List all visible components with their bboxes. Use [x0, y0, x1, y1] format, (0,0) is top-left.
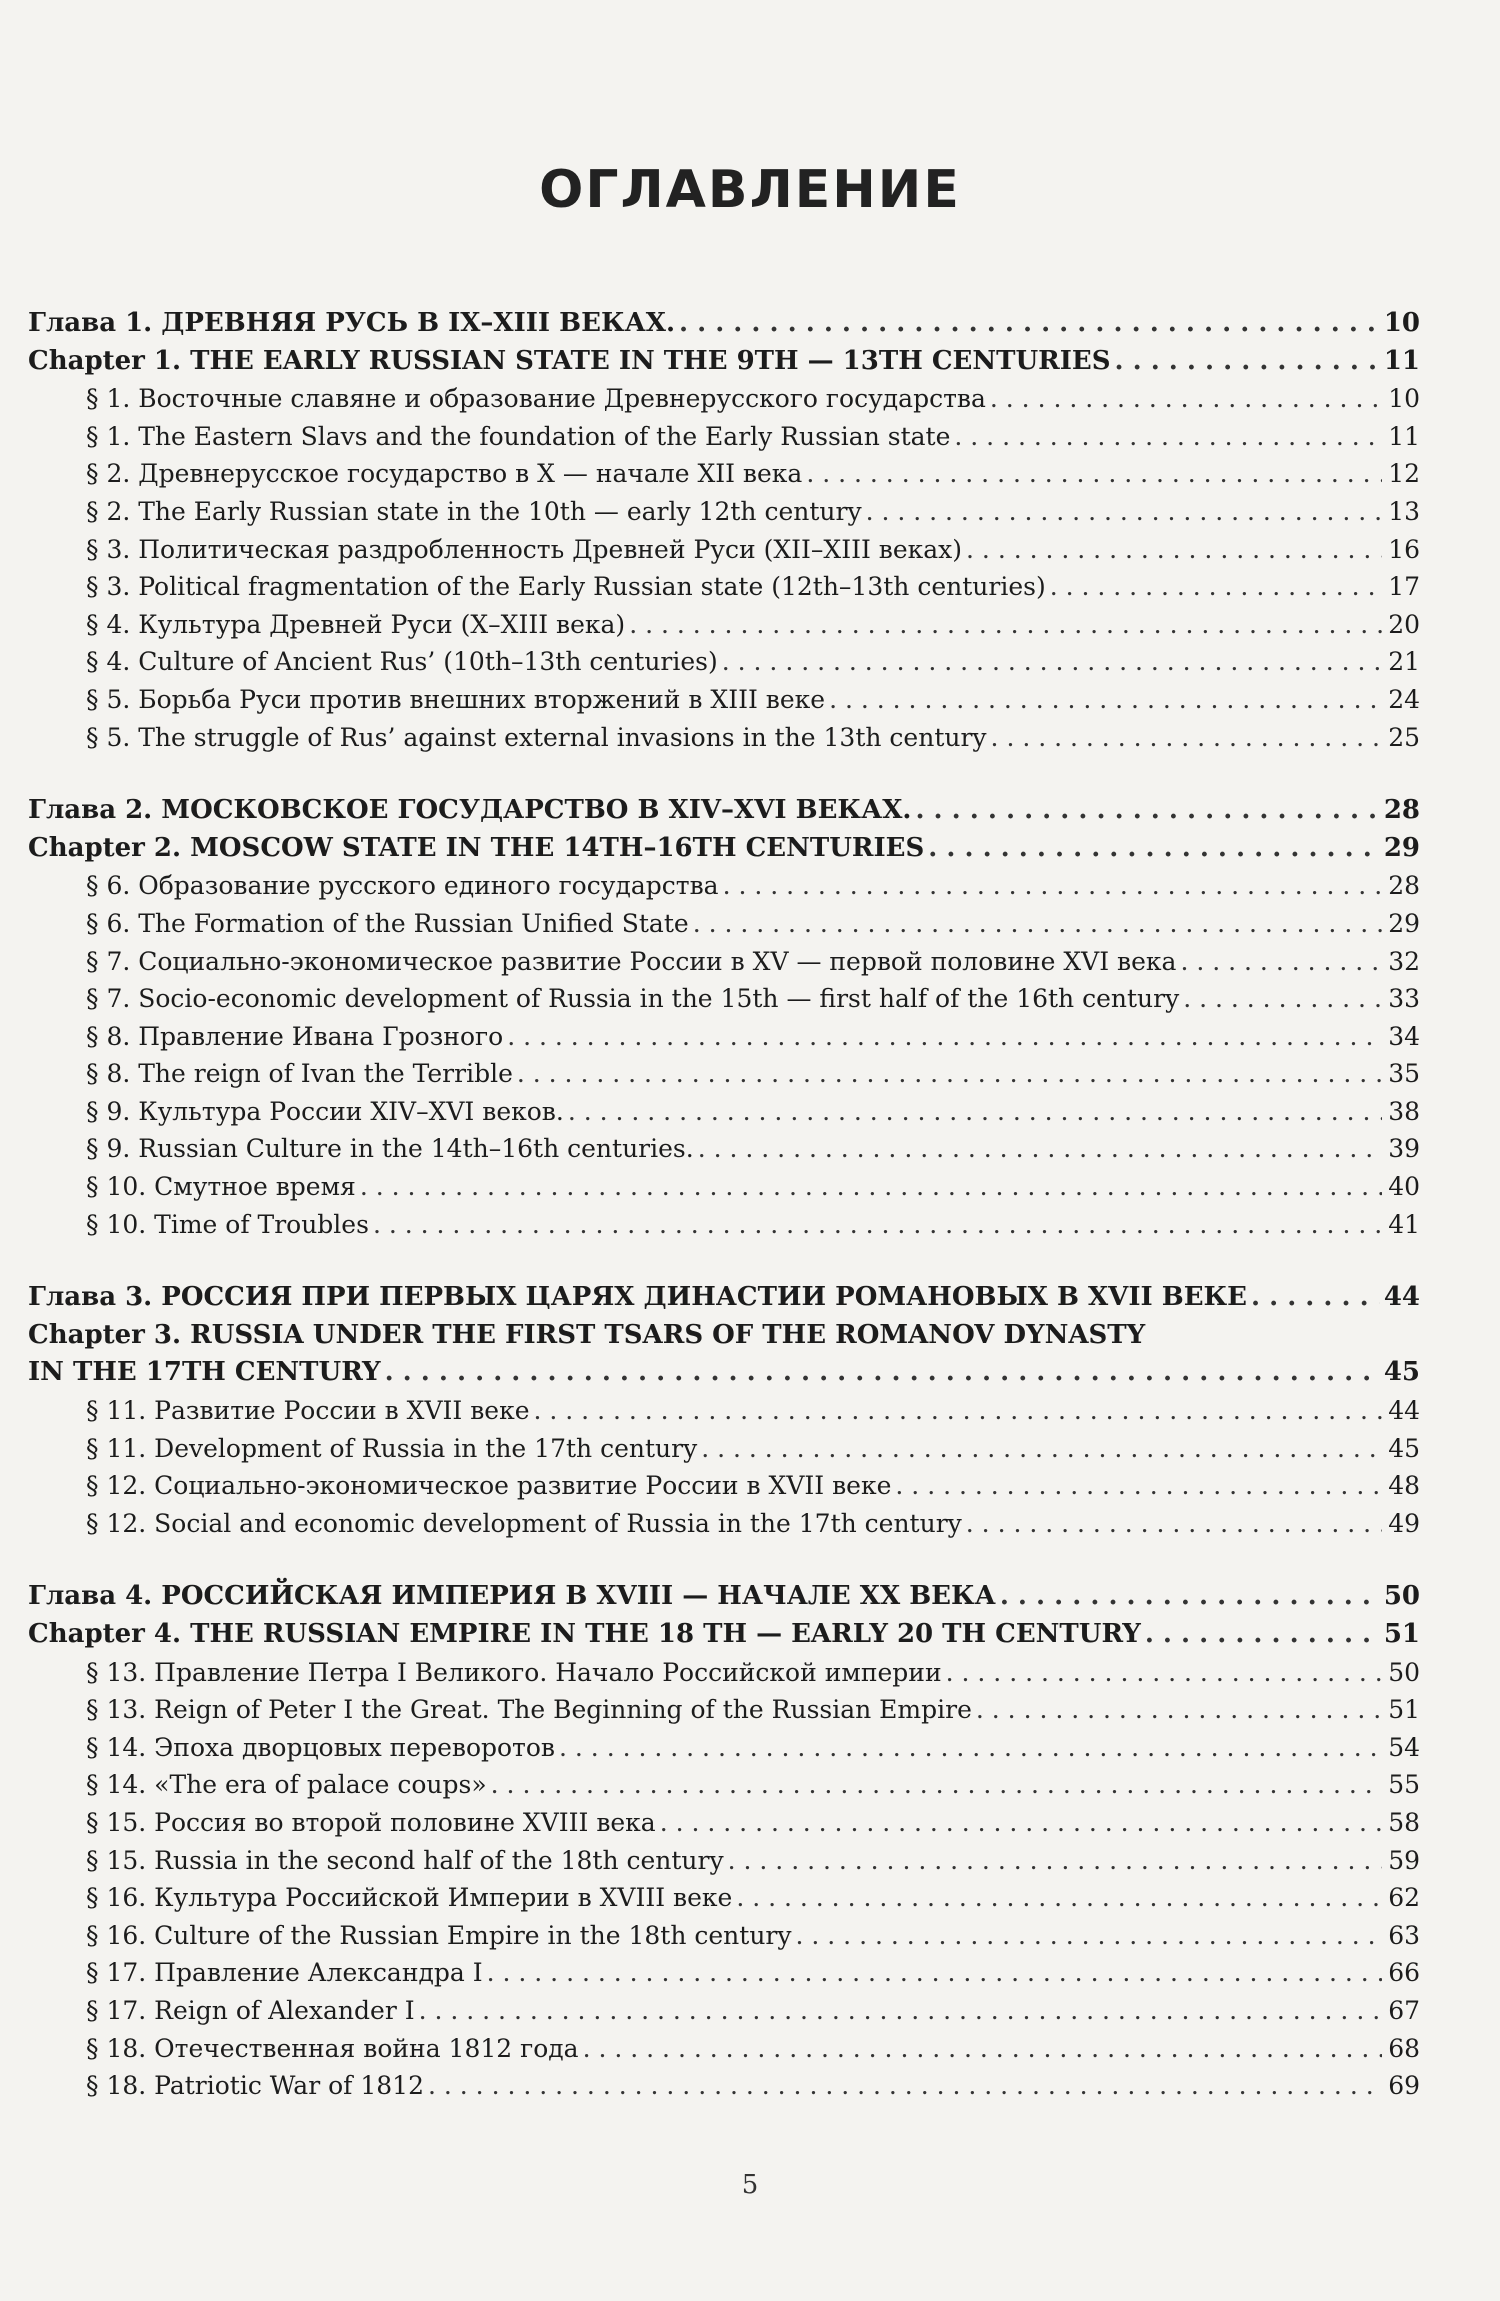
- toc-chapter-entry[interactable]: [28, 1616, 1420, 1654]
- dot-leader: [1115, 343, 1380, 381]
- toc-section-entry[interactable]: [28, 1954, 1420, 1992]
- entry-page-number: 24: [1388, 684, 1420, 714]
- entry-page-number: 11: [1383, 345, 1420, 376]
- entry-page-number: 29: [1383, 832, 1420, 863]
- entry-label: § 12. Social and economic development of Russia in the 17th century: [86, 1508, 962, 1538]
- entry-label: § 17. Правление Александра I: [86, 1958, 483, 1988]
- entry-label: § 13. Reign of Peter I the Great. The Beginning of the Russian Empire: [86, 1695, 972, 1725]
- dot-leader: [954, 418, 1382, 456]
- entry-label: § 15. Россия во второй половине XVIII века: [86, 1807, 656, 1837]
- entry-page-number: 67: [1388, 1995, 1420, 2025]
- entry-label: Глава 3. РОССИЯ ПРИ ПЕРВЫХ ЦАРЯХ ДИНАСТИИ РОМАНОВЫХ В XVII ВЕКЕ: [28, 1282, 1247, 1313]
- entry-label: § 13. Правление Петра I Великого. Начало Российской империи: [86, 1657, 942, 1687]
- entry-page-number: 25: [1388, 722, 1420, 752]
- entry-label: § 9. Russian Culture in the 14th–16th centuries.: [86, 1134, 694, 1164]
- entry-label: Глава 2. МОСКОВСКОЕ ГОСУДАРСТВО В XIV–XVI ВЕКАХ.: [28, 795, 912, 826]
- entry-page-number: 41: [1388, 1209, 1420, 1239]
- dot-leader: [679, 305, 1380, 343]
- chapter-block: [28, 792, 1420, 1243]
- toc-section-entry[interactable]: [28, 943, 1420, 981]
- toc-section-entry[interactable]: [28, 380, 1420, 418]
- entry-label: § 11. Развитие России в XVII веке: [86, 1396, 530, 1426]
- entry-label: § 8. The reign of Ivan the Terrible: [86, 1059, 513, 1089]
- toc-section-entry[interactable]: [28, 606, 1420, 644]
- entry-page-number: 21: [1388, 647, 1420, 677]
- dot-leader: [1180, 943, 1382, 981]
- entry-label: § 11. Development of Russia in the 17th century: [86, 1433, 698, 1463]
- toc-section-entry[interactable]: [28, 2067, 1420, 2105]
- entry-label: § 17. Reign of Alexander I: [86, 1995, 415, 2025]
- toc-section-entry[interactable]: [28, 980, 1420, 1018]
- toc-section-entry[interactable]: [28, 455, 1420, 493]
- dot-leader: [487, 1954, 1382, 1992]
- entry-label: Chapter 1. THE EARLY RUSSIAN STATE IN THE 9TH — 13TH CENTURIES: [28, 345, 1111, 376]
- toc-section-entry[interactable]: [28, 2030, 1420, 2068]
- entry-page-number: 40: [1388, 1172, 1420, 1202]
- entry-page-number: 10: [1383, 308, 1420, 338]
- entry-page-number: 66: [1388, 1958, 1420, 1988]
- dot-leader: [583, 2030, 1382, 2068]
- dot-leader: [990, 380, 1382, 418]
- toc-section-entry[interactable]: [28, 531, 1420, 569]
- entry-label: § 16. Culture of the Russian Empire in the 18th century: [86, 1920, 792, 1950]
- toc-section-entry[interactable]: [28, 1018, 1420, 1056]
- dot-leader: [568, 1093, 1382, 1131]
- toc-chapter-entry[interactable]: [28, 343, 1420, 381]
- entry-label: § 3. Political fragmentation of the Early Russian state (12th–13th centuries): [86, 572, 1046, 602]
- toc-chapter-entry[interactable]: [28, 1354, 1420, 1392]
- chapter-block: [28, 305, 1420, 756]
- dot-leader: [660, 1804, 1382, 1842]
- entry-page-number: 45: [1388, 1433, 1420, 1463]
- entry-label: § 10. Смутное время: [86, 1172, 356, 1202]
- entry-label: § 3. Политическая раздробленность Древней Руси (XII–XIII веках): [86, 534, 963, 564]
- dot-leader: [736, 1879, 1382, 1917]
- dot-leader: [360, 1168, 1382, 1206]
- dot-leader: [428, 2067, 1382, 2105]
- entry-label: § 4. Culture of Ancient Rus’ (10th–13th centuries): [86, 647, 718, 677]
- dot-leader: [966, 531, 1382, 569]
- dot-leader: [991, 719, 1382, 757]
- entry-label: § 7. Socio-economic development of Russia in the 15th — first half of the 16th century: [86, 984, 1180, 1014]
- dot-leader: [517, 1055, 1382, 1093]
- dot-leader: [728, 1842, 1382, 1880]
- entry-label: § 10. Time of Troubles: [86, 1209, 369, 1239]
- entry-page-number: 58: [1388, 1807, 1420, 1837]
- dot-leader: [915, 792, 1379, 830]
- toc-section-entry[interactable]: [28, 568, 1420, 606]
- entry-page-number: 51: [1383, 1619, 1420, 1649]
- dot-leader: [491, 1766, 1382, 1804]
- entry-label: § 1. Восточные славяне и образование Древнерусского государства: [86, 384, 986, 414]
- entry-page-number: 17: [1388, 572, 1420, 602]
- entry-page-number: 45: [1383, 1357, 1420, 1388]
- entry-label: § 2. Древнерусское государство в X — начале XII века: [86, 459, 803, 489]
- dot-leader: [701, 1430, 1382, 1468]
- toc-chapter-entry[interactable]: [28, 305, 1420, 343]
- page-title: ОГЛАВЛЕНИЕ: [539, 160, 961, 220]
- entry-label: § 5. Борьба Руси против внешних вторжений в XIII веке: [86, 684, 826, 714]
- dot-leader: [829, 681, 1382, 719]
- toc-section-entry[interactable]: [28, 493, 1420, 531]
- entry-label: § 15. Russia in the second half of the 18th century: [86, 1845, 724, 1875]
- toc-section-entry[interactable]: [28, 867, 1420, 905]
- toc-section-entry[interactable]: [28, 1392, 1420, 1430]
- toc-chapter-entry[interactable]: [28, 792, 1420, 830]
- entry-label: Chapter 3. RUSSIA UNDER THE FIRST TSARS OF THE ROMANOV DYNASTY: [28, 1319, 1146, 1350]
- entry-page-number: 50: [1388, 1657, 1420, 1687]
- dot-leader: [946, 1654, 1382, 1692]
- dot-leader: [1251, 1279, 1380, 1317]
- dot-leader: [976, 1691, 1382, 1729]
- dot-leader: [806, 455, 1382, 493]
- entry-label: § 6. Образование русского единого государства: [86, 871, 719, 901]
- entry-page-number: 38: [1388, 1096, 1420, 1126]
- entry-page-number: 28: [1388, 871, 1420, 901]
- dot-leader: [559, 1729, 1382, 1767]
- toc-section-entry[interactable]: [28, 1691, 1420, 1729]
- entry-label: § 4. Культура Древней Руси (X–XIII века): [86, 609, 626, 639]
- entry-label: § 5. The struggle of Rus’ against external invasions in the 13th century: [86, 722, 987, 752]
- entry-page-number: 13: [1388, 496, 1420, 526]
- entry-label: Глава 1. ДРЕВНЯЯ РУСЬ В IX–XIII ВЕКАХ.: [28, 308, 675, 338]
- toc-chapter-entry[interactable]: [28, 830, 1420, 868]
- table-of-contents: [28, 305, 1420, 2141]
- toc-section-entry[interactable]: [28, 1206, 1420, 1244]
- toc-chapter-entry[interactable]: [28, 1578, 1420, 1616]
- dot-leader: [693, 905, 1382, 943]
- entry-page-number: 28: [1383, 795, 1420, 826]
- entry-page-number: 63: [1388, 1920, 1420, 1950]
- dot-leader: [373, 1206, 1382, 1244]
- dot-leader: [895, 1467, 1382, 1505]
- entry-page-number: 49: [1388, 1508, 1420, 1538]
- entry-label: Глава 4. РОССИЙСКАЯ ИМПЕРИЯ В XVIII — НАЧАЛЕ XX ВЕКА: [28, 1581, 996, 1612]
- toc-section-entry[interactable]: [28, 418, 1420, 456]
- toc-section-entry[interactable]: [28, 719, 1420, 757]
- entry-label: § 7. Социально-экономическое развитие России в XV — первой половине XVI века: [86, 946, 1177, 976]
- entry-label: Chapter 4. THE RUSSIAN EMPIRE IN THE 18 TH — EARLY 20 TH CENTURY: [28, 1619, 1141, 1649]
- entry-page-number: 34: [1388, 1021, 1420, 1051]
- dot-leader: [966, 1505, 1382, 1543]
- entry-page-number: 11: [1388, 421, 1420, 451]
- entry-page-number: 55: [1388, 1770, 1420, 1800]
- toc-chapter-entry[interactable]: [28, 1317, 1420, 1355]
- dot-leader: [1000, 1578, 1380, 1616]
- entry-label: § 12. Социально-экономическое развитие России в XVII веке: [86, 1471, 892, 1501]
- dot-leader: [385, 1354, 1380, 1392]
- toc-section-entry[interactable]: [28, 1879, 1420, 1917]
- dot-leader: [796, 1917, 1383, 1955]
- entry-page-number: 32: [1388, 946, 1420, 976]
- entry-label: § 18. Patriotic War of 1812: [86, 2071, 424, 2101]
- entry-page-number: 51: [1388, 1695, 1420, 1725]
- entry-page-number: 50: [1383, 1581, 1420, 1612]
- entry-page-number: 12: [1388, 459, 1420, 489]
- dot-leader: [534, 1392, 1383, 1430]
- toc-section-entry[interactable]: [28, 1842, 1420, 1880]
- toc-section-entry[interactable]: [28, 1055, 1420, 1093]
- toc-section-entry[interactable]: [28, 681, 1420, 719]
- dot-leader: [1145, 1616, 1380, 1654]
- entry-label: § 14. Эпоха дворцовых переворотов: [86, 1732, 556, 1762]
- toc-section-entry[interactable]: [28, 1093, 1420, 1131]
- entry-page-number: 33: [1388, 984, 1420, 1014]
- dot-leader: [722, 643, 1382, 681]
- entry-label: Chapter 2. MOSCOW STATE IN THE 14TH–16TH CENTURIES: [28, 832, 925, 863]
- dot-leader: [419, 1992, 1382, 2030]
- entry-page-number: 59: [1388, 1845, 1420, 1875]
- toc-section-entry[interactable]: [28, 1917, 1420, 1955]
- toc-section-entry[interactable]: [28, 905, 1420, 943]
- dot-leader: [723, 867, 1382, 905]
- toc-section-entry[interactable]: [28, 1992, 1420, 2030]
- toc-section-entry[interactable]: [28, 643, 1420, 681]
- entry-label: § 9. Культура России XIV–XVI веков.: [86, 1096, 564, 1126]
- entry-page-number: 44: [1388, 1396, 1420, 1426]
- dot-leader: [698, 1130, 1382, 1168]
- dot-leader: [507, 1018, 1382, 1056]
- entry-page-number: 20: [1388, 609, 1420, 639]
- chapter-block: [28, 1578, 1420, 2104]
- toc-section-entry[interactable]: [28, 1766, 1420, 1804]
- toc-chapter-entry[interactable]: [28, 1279, 1420, 1317]
- entry-label: § 18. Отечественная война 1812 года: [86, 2033, 579, 2063]
- toc-section-entry[interactable]: [28, 1729, 1420, 1767]
- toc-section-entry[interactable]: [28, 1168, 1420, 1206]
- dot-leader: [1050, 568, 1382, 606]
- toc-section-entry[interactable]: [28, 1130, 1420, 1168]
- entry-label: § 1. The Eastern Slavs and the foundation of the Early Russian state: [86, 421, 951, 451]
- entry-label: § 6. The Formation of the Russian Unified State: [86, 908, 689, 938]
- entry-page-number: 39: [1388, 1134, 1420, 1164]
- entry-label: § 2. The Early Russian state in the 10th — early 12th century: [86, 496, 862, 526]
- page-number-footer: 5: [741, 2170, 759, 2200]
- entry-page-number: 54: [1388, 1732, 1420, 1762]
- chapter-block: [28, 1279, 1420, 1542]
- entry-page-number: 62: [1388, 1883, 1420, 1913]
- entry-label: § 8. Правление Ивана Грозного: [86, 1021, 504, 1051]
- dot-leader: [629, 606, 1382, 644]
- toc-section-entry[interactable]: [28, 1654, 1420, 1692]
- entry-page-number: 35: [1388, 1059, 1420, 1089]
- toc-section-entry[interactable]: [28, 1804, 1420, 1842]
- entry-page-number: 10: [1388, 384, 1420, 414]
- entry-page-number: 69: [1388, 2071, 1420, 2101]
- entry-label: § 16. Культура Российской Империи в XVIII веке: [86, 1883, 733, 1913]
- entry-page-number: 29: [1388, 908, 1420, 938]
- entry-label: § 14. «The era of palace coups»: [86, 1770, 487, 1800]
- dot-leader: [866, 493, 1382, 531]
- dot-leader: [928, 830, 1380, 868]
- entry-page-number: 68: [1388, 2033, 1420, 2063]
- toc-section-entry[interactable]: [28, 1505, 1420, 1543]
- entry-page-number: 16: [1388, 534, 1420, 564]
- dot-leader: [1183, 980, 1382, 1018]
- entry-page-number: 44: [1383, 1282, 1420, 1313]
- entry-label: IN THE 17TH CENTURY: [28, 1357, 381, 1388]
- toc-section-entry[interactable]: [28, 1430, 1420, 1468]
- entry-page-number: 48: [1388, 1471, 1420, 1501]
- toc-section-entry[interactable]: [28, 1467, 1420, 1505]
